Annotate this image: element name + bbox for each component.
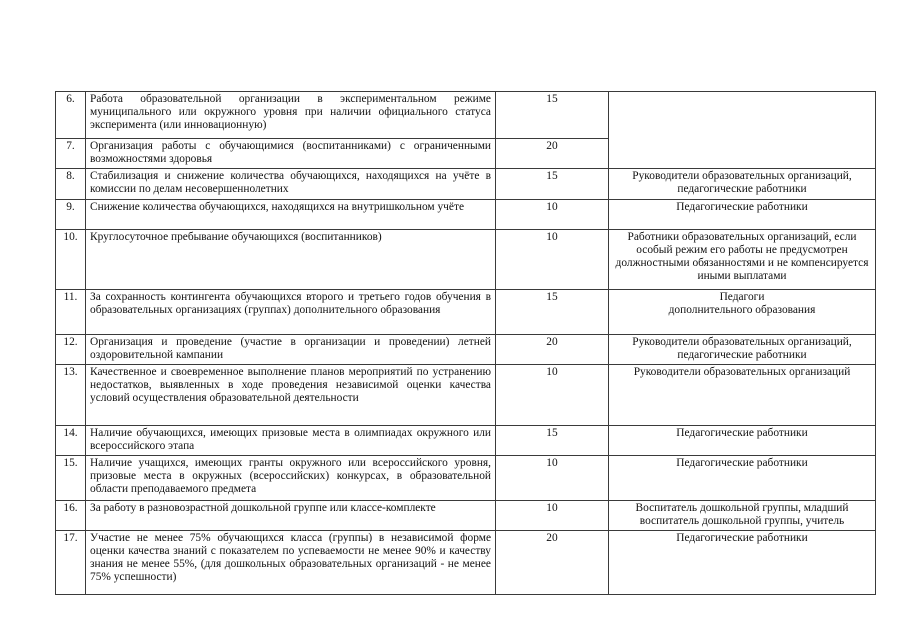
row-number: 11. (56, 290, 86, 335)
recipients-text: Воспитатель дошкольной группы, младший воспитатель дошкольной группы, учитель (609, 501, 876, 531)
table-row (56, 290, 876, 335)
percent-value: 10 (496, 200, 609, 230)
recipients-text: Педагогические работники (609, 426, 876, 456)
criterion-text: Работа образовательной организации в экспериментальном режиме муниципального или окружного уровня при наличии официального статуса эксперимента (или инновационную) (86, 92, 496, 139)
recipients-text: Педагогические работники (609, 200, 876, 230)
percent-value: 20 (496, 335, 609, 365)
criterion-text: Организация работы с обучающимися (воспитанниками) с ограниченными возможностями здоровья (86, 139, 496, 169)
table-row (56, 169, 876, 200)
criterion-text: Участие не менее 75% обучающихся класса (группы) в независимой форме оценки качества знаний с показателем по успеваемости не менее 90% и качеству знания не менее 55%, (для дошкольных образовательных организаций - не менее 75% успешности) (86, 531, 496, 595)
row-number: 8. (56, 169, 86, 200)
recipients-text: Руководители образовательных организаций, педагогические работники (609, 335, 876, 365)
row-number: 6. (56, 92, 86, 139)
recipients-text (609, 92, 876, 169)
percent-value: 10 (496, 501, 609, 531)
percent-value: 10 (496, 456, 609, 501)
recipients-text: Педагоги дополнительного образования (609, 290, 876, 335)
table-row (56, 426, 876, 456)
row-number: 17. (56, 531, 86, 595)
recipients-text: Руководители образовательных организаций, педагогические работники (609, 169, 876, 200)
row-number: 9. (56, 200, 86, 230)
table-row (56, 501, 876, 531)
percent-value: 15 (496, 92, 609, 139)
table-row (56, 531, 876, 595)
table-row (56, 456, 876, 501)
percent-value: 20 (496, 139, 609, 169)
criterion-text: Стабилизация и снижение количества обучающихся, находящихся на учёте в комиссии по делам несовершеннолетних (86, 169, 496, 200)
percent-value: 15 (496, 169, 609, 200)
recipients-text: Педагогические работники (609, 531, 876, 595)
percent-value: 15 (496, 426, 609, 456)
row-number: 13. (56, 365, 86, 426)
row-number: 15. (56, 456, 86, 501)
row-number: 12. (56, 335, 86, 365)
criterion-text: Снижение количества обучающихся, находящихся на внутришкольном учёте (86, 200, 496, 230)
recipients-text: Педагогические работники (609, 456, 876, 501)
recipients-text: Работники образовательных организаций, если особый режим его работы не предусмотрен должностными обязанностями и не компенсируется иными выплатами (609, 230, 876, 290)
row-number: 10. (56, 230, 86, 290)
table-row (56, 200, 876, 230)
bonus-criteria-table (55, 91, 876, 595)
row-number: 7. (56, 139, 86, 169)
row-number: 14. (56, 426, 86, 456)
criterion-text: За работу в разновозрастной дошкольной группе или классе-комплекте (86, 501, 496, 531)
criterion-text: Качественное и своевременное выполнение планов мероприятий по устранению недостатков, выявленных в ходе проведения независимой оценки качества условий осуществления образовательной деятельности (86, 365, 496, 426)
percent-value: 10 (496, 365, 609, 426)
percent-value: 10 (496, 230, 609, 290)
criterion-text: Организация и проведение (участие в организации и проведении) летней оздоровительной кампании (86, 335, 496, 365)
percent-value: 15 (496, 290, 609, 335)
row-number: 16. (56, 501, 86, 531)
criterion-text: Наличие обучающихся, имеющих призовые места в олимпиадах окружного или всероссийского этапа (86, 426, 496, 456)
table-row (56, 335, 876, 365)
recipients-text: Руководители образовательных организаций (609, 365, 876, 426)
table-row (56, 230, 876, 290)
criterion-text: Круглосуточное пребывание обучающихся (воспитанников) (86, 230, 496, 290)
percent-value: 20 (496, 531, 609, 595)
table-row (56, 92, 876, 139)
criterion-text: Наличие учащихся, имеющих гранты окружного или всероссийского уровня, призовые места в окружных (всероссийских) конкурсах, в образовательной области преподаваемого предмета (86, 456, 496, 501)
criterion-text: За сохранность контингента обучающихся второго и третьего годов обучения в образовательных организациях (группах) дополнительного образования (86, 290, 496, 335)
table-row (56, 365, 876, 426)
